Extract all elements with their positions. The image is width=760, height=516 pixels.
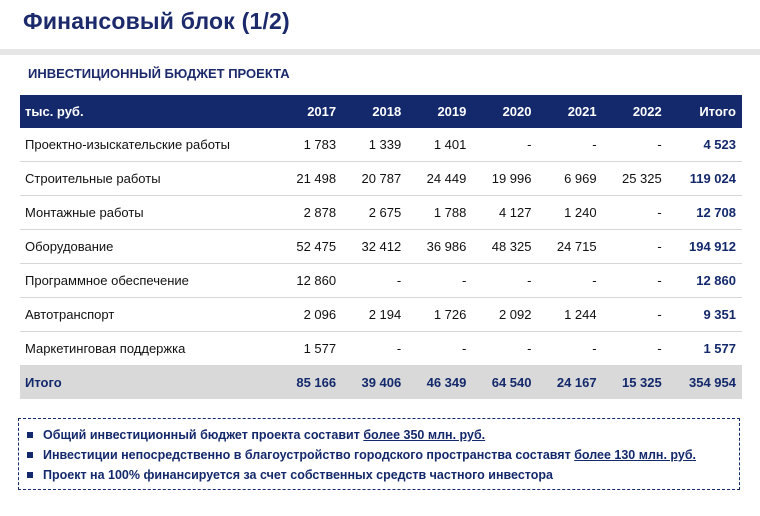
total-cell: 354 954 xyxy=(668,366,742,400)
total-cell: 15 325 xyxy=(603,366,668,400)
column-header: 2022 xyxy=(603,95,668,128)
note-item xyxy=(43,425,739,445)
bullet-icon xyxy=(27,432,33,438)
table-cell: - xyxy=(472,264,537,298)
table-cell: - xyxy=(603,128,668,162)
table-row xyxy=(20,332,742,366)
column-header: 2021 xyxy=(538,95,603,128)
table-cell: - xyxy=(472,128,537,162)
table-cell: 36 986 xyxy=(407,230,472,264)
table-cell: - xyxy=(603,298,668,332)
row-total-cell: 12 860 xyxy=(668,264,742,298)
total-label: Итого xyxy=(20,366,277,400)
table-cell: 1 339 xyxy=(342,128,407,162)
table-cell: - xyxy=(603,196,668,230)
page-title: Финансовый блок (1/2) xyxy=(23,8,290,34)
total-cell: 85 166 xyxy=(277,366,342,400)
table-cell: 20 787 xyxy=(342,162,407,196)
table-cell: - xyxy=(603,264,668,298)
table-cell: 1 240 xyxy=(538,196,603,230)
row-total-cell: 1 577 xyxy=(668,332,742,366)
table-row xyxy=(20,298,742,332)
total-cell: 46 349 xyxy=(407,366,472,400)
bullet-icon xyxy=(27,452,33,458)
table-cell: 2 194 xyxy=(342,298,407,332)
section-subtitle: ИНВЕСТИЦИОННЫЙ БЮДЖЕТ ПРОЕКТА xyxy=(28,66,290,81)
table-cell: 2 092 xyxy=(472,298,537,332)
note-text: Проект на 100% финансируется за счет собственных средств частного инвестора xyxy=(43,468,553,482)
note-highlight: более 130 млн. руб. xyxy=(574,448,697,462)
table-row xyxy=(20,264,742,298)
table-cell: 24 715 xyxy=(538,230,603,264)
column-header: Итого xyxy=(668,95,742,128)
note-highlight: более 350 млн. руб. xyxy=(363,428,486,442)
table-row xyxy=(20,162,742,196)
table-cell: 25 325 xyxy=(603,162,668,196)
total-row xyxy=(20,366,742,400)
row-label: Строительные работы xyxy=(20,162,277,196)
title-divider xyxy=(0,49,760,55)
row-total-cell: 9 351 xyxy=(668,298,742,332)
row-label: Проектно-изыскательские работы xyxy=(20,128,277,162)
total-cell: 24 167 xyxy=(538,366,603,400)
total-cell: 64 540 xyxy=(472,366,537,400)
table-cell: 2 096 xyxy=(277,298,342,332)
table-cell: - xyxy=(342,264,407,298)
table-cell: 52 475 xyxy=(277,230,342,264)
table-cell: 32 412 xyxy=(342,230,407,264)
row-label: Монтажные работы xyxy=(20,196,277,230)
table-cell: 24 449 xyxy=(407,162,472,196)
table-cell: - xyxy=(603,230,668,264)
row-total-cell: 194 912 xyxy=(668,230,742,264)
table-row xyxy=(20,230,742,264)
key-facts-box xyxy=(18,418,740,490)
note-item xyxy=(43,445,739,465)
table-cell: 2 878 xyxy=(277,196,342,230)
table-cell: - xyxy=(342,332,407,366)
table-row xyxy=(20,196,742,230)
row-label: Оборудование xyxy=(20,230,277,264)
note-item xyxy=(43,465,739,485)
table-cell: 2 675 xyxy=(342,196,407,230)
row-label: Маркетинговая поддержка xyxy=(20,332,277,366)
table-cell: 48 325 xyxy=(472,230,537,264)
column-header: 2017 xyxy=(277,95,342,128)
table-cell: - xyxy=(538,264,603,298)
table-cell: 4 127 xyxy=(472,196,537,230)
table-cell: 1 726 xyxy=(407,298,472,332)
note-text: Общий инвестиционный бюджет проекта составит xyxy=(43,428,364,442)
bullet-icon xyxy=(27,472,33,478)
column-header: 2020 xyxy=(472,95,537,128)
table-cell: - xyxy=(538,332,603,366)
table-cell: 1 244 xyxy=(538,298,603,332)
column-header: 2019 xyxy=(407,95,472,128)
table-cell: 1 401 xyxy=(407,128,472,162)
row-label: Автотранспорт xyxy=(20,298,277,332)
column-header: 2018 xyxy=(342,95,407,128)
table-cell: - xyxy=(538,128,603,162)
table-cell: - xyxy=(472,332,537,366)
table-cell: 1 788 xyxy=(407,196,472,230)
table-cell: 6 969 xyxy=(538,162,603,196)
row-total-cell: 12 708 xyxy=(668,196,742,230)
row-label: Программное обеспечение xyxy=(20,264,277,298)
table-row xyxy=(20,128,742,162)
column-header: тыс. руб. xyxy=(20,95,277,128)
table-cell: - xyxy=(407,264,472,298)
note-text: Инвестиции непосредственно в благоустройство городского пространства составят xyxy=(43,448,575,462)
table-cell: 21 498 xyxy=(277,162,342,196)
row-total-cell: 119 024 xyxy=(668,162,742,196)
table-cell: 12 860 xyxy=(277,264,342,298)
table-cell: - xyxy=(603,332,668,366)
table-header-row xyxy=(20,95,742,128)
investment-budget-table xyxy=(20,95,742,399)
total-cell: 39 406 xyxy=(342,366,407,400)
row-total-cell: 4 523 xyxy=(668,128,742,162)
table-cell: - xyxy=(407,332,472,366)
table-cell: 1 577 xyxy=(277,332,342,366)
table-cell: 1 783 xyxy=(277,128,342,162)
table-cell: 19 996 xyxy=(472,162,537,196)
